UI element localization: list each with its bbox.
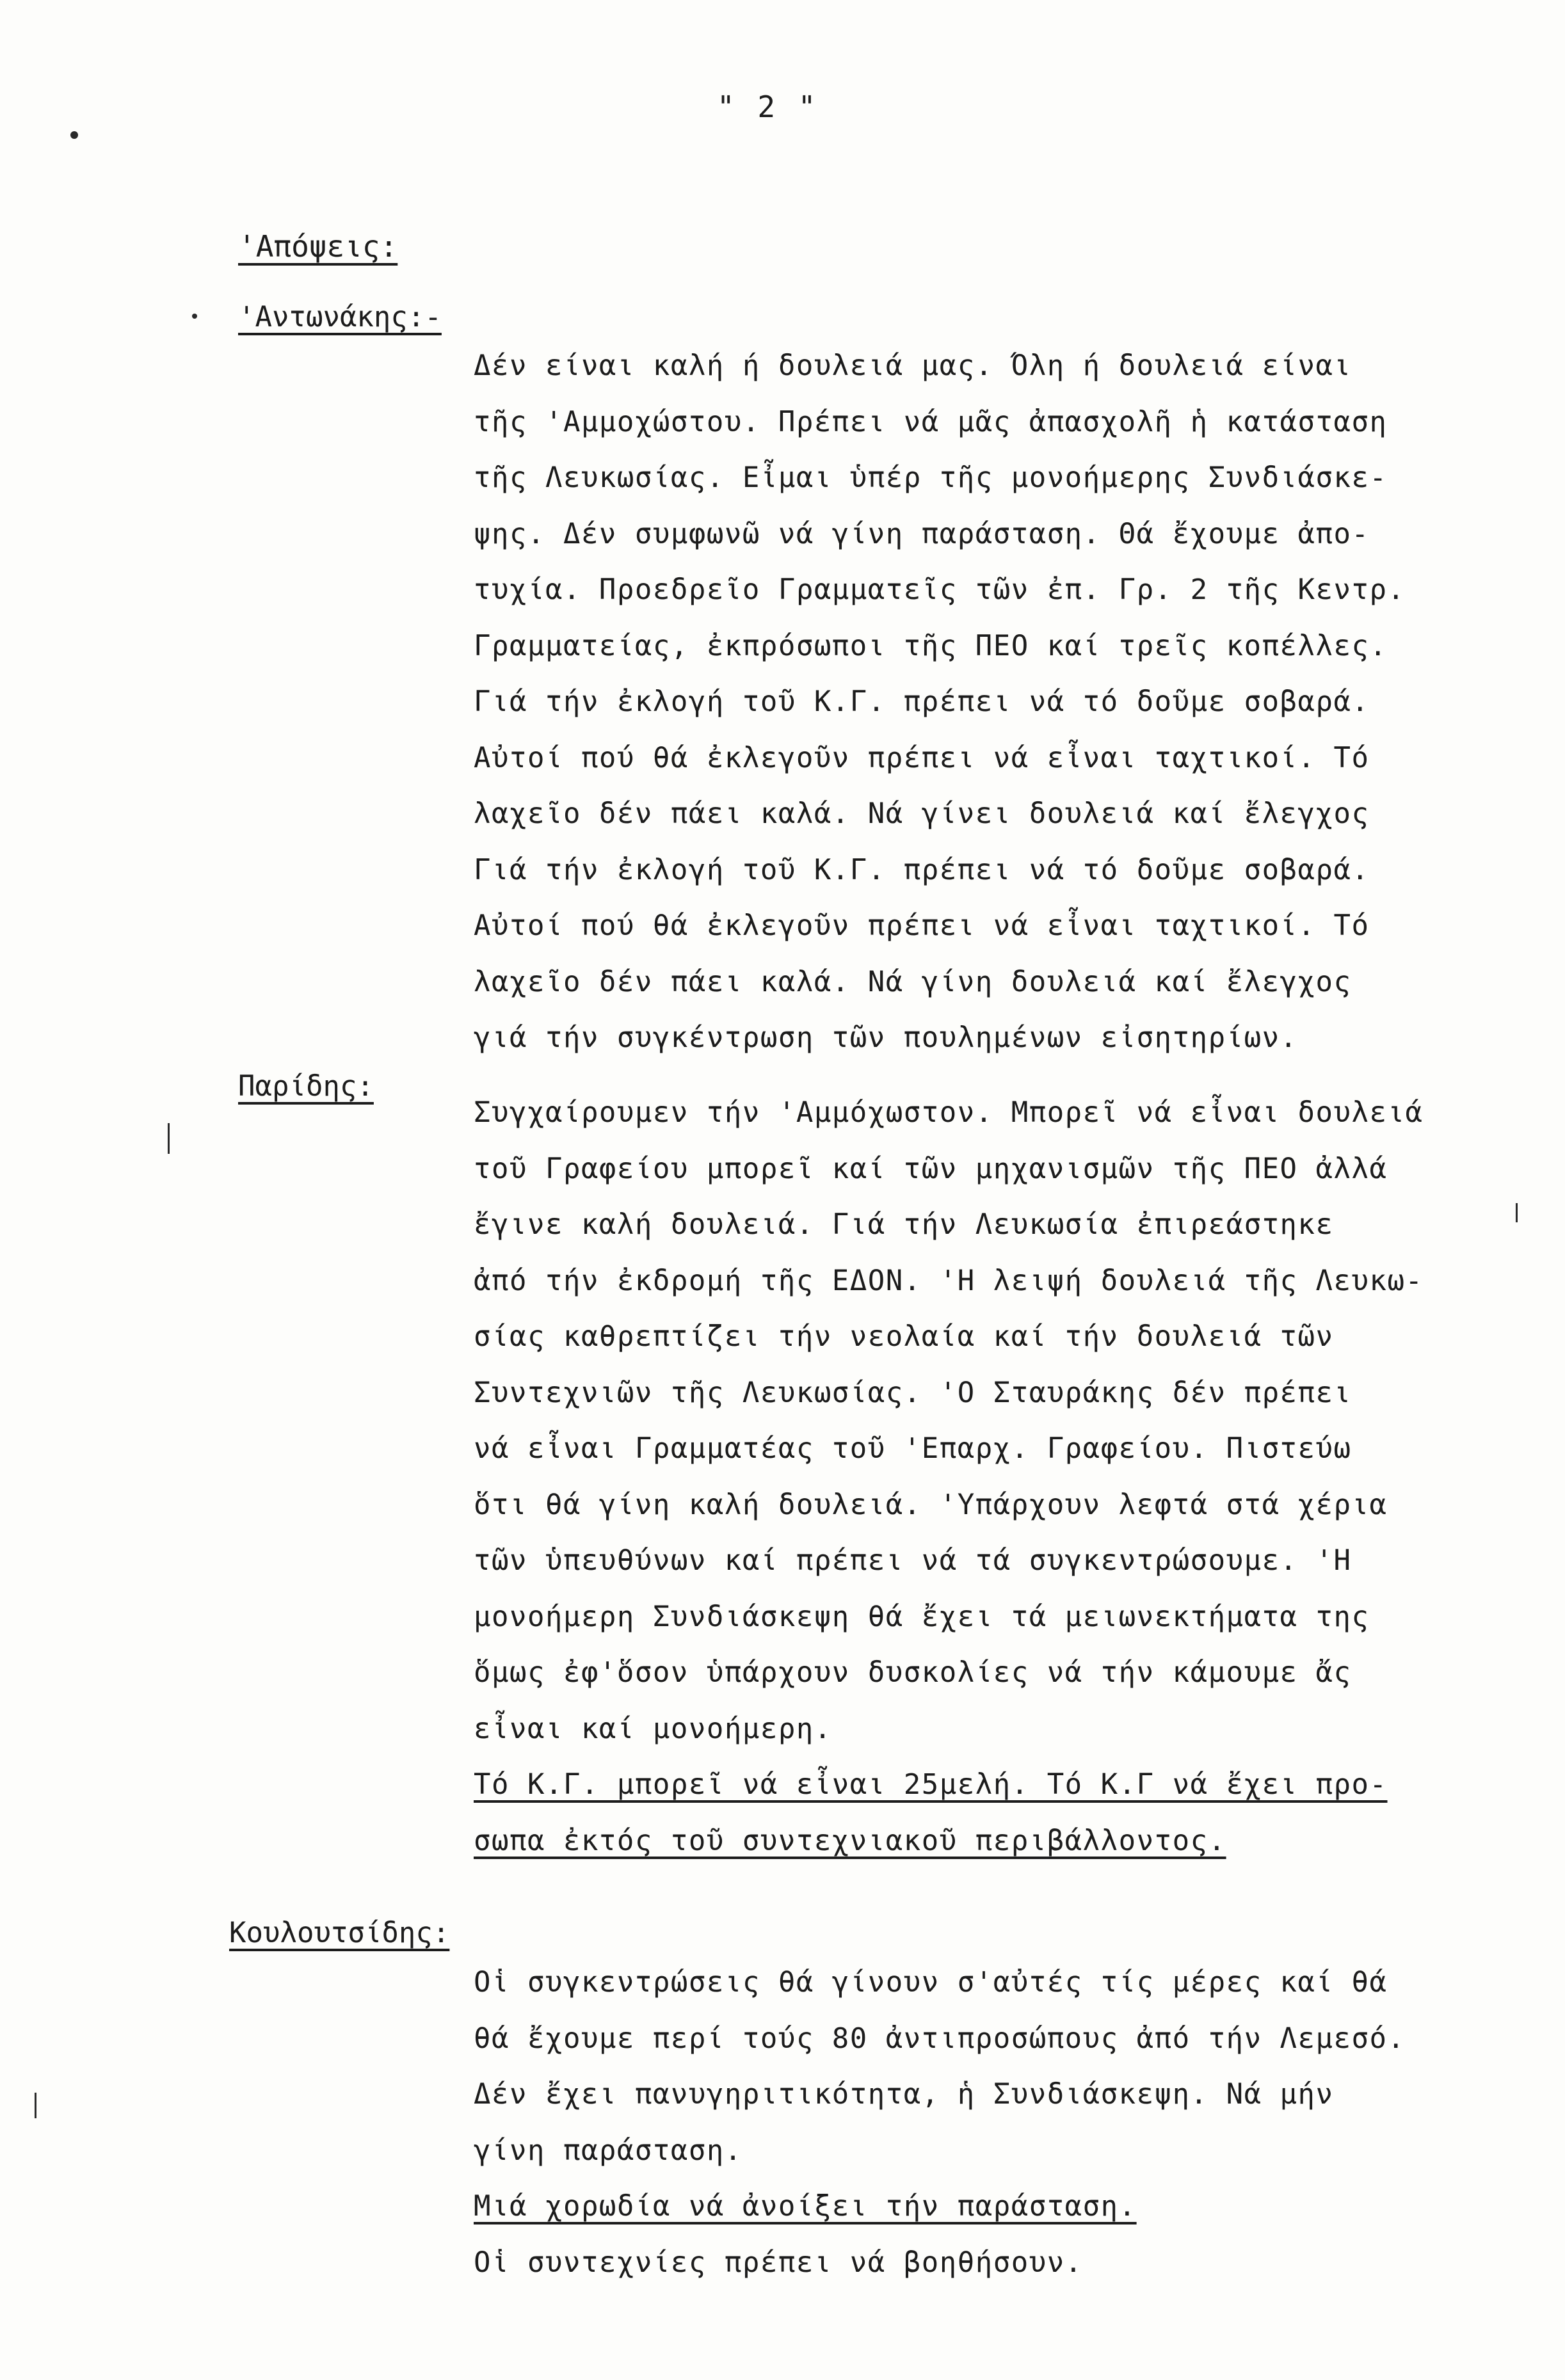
text-line: ψης. Δέν συμφωνῶ νά γίνη παράσταση. Θά ἔχουμε ἀπο- [474, 517, 1370, 550]
text-line: λαχεῖο δέν πάει καλά. Νά γίνη δουλειά καί ἔλεγχος [474, 965, 1352, 998]
text-line: θά ἔχουμε περί τούς 80 ἀντιπροσώπους ἀπό τήν Λεμεσό. [474, 2022, 1406, 2055]
text-line: Αὐτοί πού θά ἐκλεγοῦν πρέπει νά εἶναι ταχτικοί. Τό [474, 909, 1370, 942]
speaker-statement [474, 338, 1530, 1066]
text-line: τυχία. Προεδρεῖο Γραμματεῖς τῶν ἐπ. Γρ. 2 τῆς Κεντρ. [474, 573, 1406, 606]
text-line: Οἱ συντεχνίες πρέπει νά βοηθήσουν. [474, 2246, 1083, 2279]
scan-speck [192, 314, 197, 319]
text-line: Οἱ συγκεντρώσεις θά γίνουν σ'αὐτές τίς μέρες καί θά [474, 1966, 1388, 1999]
text-line: λαχεῖο δέν πάει καλά. Νά γίνει δουλειά καί ἔλεγχος [474, 797, 1370, 830]
speaker-name: 'Αντωνάκης:- [238, 301, 442, 333]
speaker-statement [474, 1085, 1530, 1869]
underlined-line: Τό Κ.Γ. μπορεῖ νά εἶναι 25μελή. Τό Κ.Γ νά ἔχει προ- [474, 1768, 1388, 1801]
text-line: νά εἶναι Γραμματέας τοῦ 'Επαρχ. Γραφείου. Πιστεύω [474, 1432, 1352, 1465]
underlined-line: σωπα ἐκτός τοῦ συντεχνιακοῦ περιβάλλοντος. [474, 1824, 1226, 1857]
text-line: γίνη παράσταση. [474, 2134, 742, 2167]
text-line: τῶν ὑπευθύνων καί πρέπει νά τά συγκεντρώσουμε. 'Η [474, 1544, 1352, 1577]
text-line: ἀπό τήν ἐκδρομή τῆς ΕΔΟΝ. 'Η λειψή δουλειά τῆς Λευκω- [474, 1264, 1424, 1297]
scan-speck [1516, 1203, 1518, 1222]
scan-speck [168, 1123, 170, 1154]
text-line: ὅτι θά γίνη καλή δουλειά. 'Υπάρχουν λεφτά στά χέρια [474, 1488, 1388, 1521]
text-line: ἔγινε καλή δουλειά. Γιά τήν Λευκωσία ἐπιρεάστηκε [474, 1208, 1334, 1241]
speaker-statement [474, 1954, 1530, 2290]
section-heading: 'Απόψεις: [238, 229, 398, 264]
text-line: Γραμματείας, ἐκπρόσωποι τῆς ΠΕΟ καί τρεῖς κοπέλλες. [474, 629, 1388, 662]
text-line: Γιά τήν ἐκλογή τοῦ Κ.Γ. πρέπει νά τό δοῦμε σοβαρά. [474, 685, 1370, 718]
scan-speck [70, 131, 78, 139]
text-line: τῆς 'Αμμοχώστου. Πρέπει νά μᾶς ἀπασχολῆ ἡ κατάσταση [474, 405, 1388, 438]
text-line: Συντεχνιῶν τῆς Λευκωσίας. 'Ο Σταυράκης δέν πρέπει [474, 1376, 1352, 1409]
text-line: εἶναι καί μονοήμερη. [474, 1712, 832, 1745]
text-line: Συγχαίρουμεν τήν 'Αμμόχωστον. Μπορεῖ νά εἶναι δουλειά [474, 1096, 1424, 1129]
scan-speck [35, 2093, 36, 2118]
text-line: σίας καθρεπτίζει τήν νεολαία καί τήν δουλειά τῶν [474, 1320, 1334, 1353]
text-line: μονοήμερη Συνδιάσκεψη θά ἔχει τά μειωνεκτήματα της [474, 1600, 1370, 1633]
speaker-name: Κουλουτσίδης: [229, 1917, 450, 1949]
text-line: Γιά τήν ἐκλογή τοῦ Κ.Γ. πρέπει νά τό δοῦμε σοβαρά. [474, 853, 1370, 886]
page-number: " 2 " [717, 90, 819, 124]
speaker-name: Παρίδης: [238, 1070, 374, 1103]
text-line: Δέν ἔχει πανυγηριτικότητα, ἡ Συνδιάσκεψη. Νά μήν [474, 2078, 1334, 2111]
text-line: γιά τήν συγκέντρωση τῶν πουλημένων εἰσητηρίων. [474, 1021, 1298, 1054]
underlined-line: Μιά χορωδία νά ἀνοίξει τήν παράσταση. [474, 2190, 1137, 2223]
text-line: τοῦ Γραφείου μπορεῖ καί τῶν μηχανισμῶν τῆς ΠΕΟ ἀλλά [474, 1152, 1388, 1185]
text-line: ὅμως ἐφ'ὅσον ὑπάρχουν δυσκολίες νά τήν κάμουμε ἄς [474, 1656, 1352, 1689]
text-line: τῆς Λευκωσίας. Εἶμαι ὑπέρ τῆς μονοήμερης Συνδιάσκε- [474, 461, 1388, 494]
text-line: Δέν είναι καλή ή δουλειά μας. Όλη ή δουλειά είναι [474, 349, 1352, 382]
text-line: Αὐτοί πού θά ἐκλεγοῦν πρέπει νά εἶναι ταχτικοί. Τό [474, 741, 1370, 774]
